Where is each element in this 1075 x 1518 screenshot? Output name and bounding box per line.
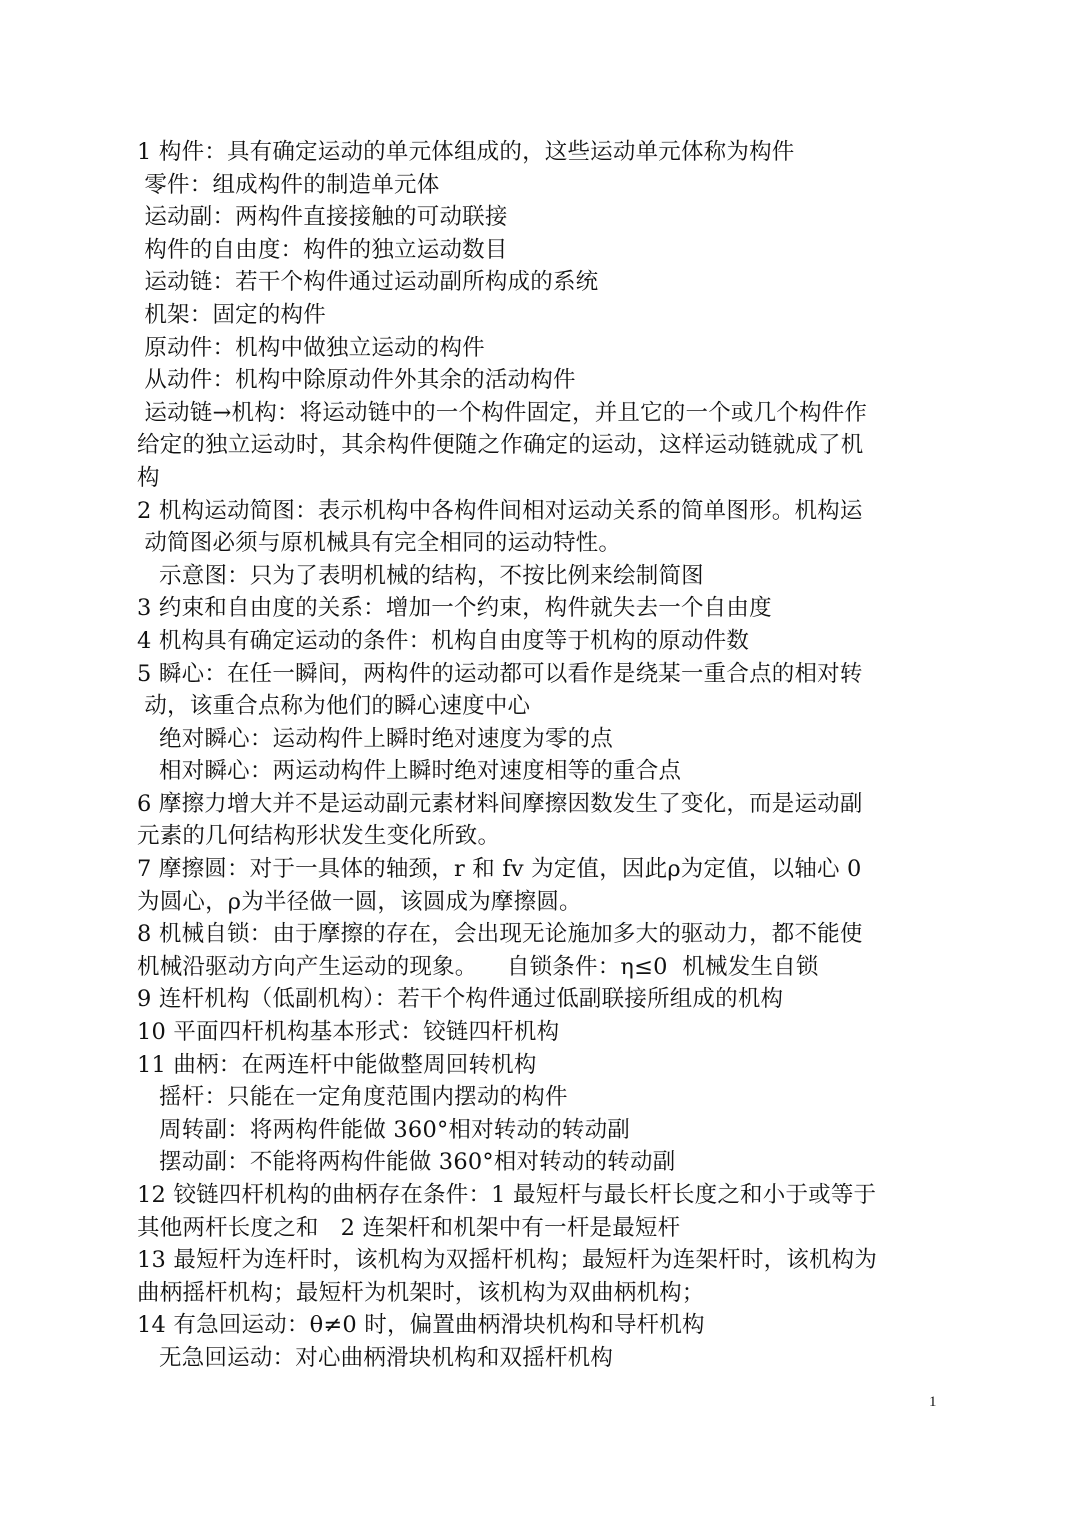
document-body — [137, 136, 947, 1375]
text-line: 10 平面四杆机构基本形式：铰链四杆机构 — [137, 1019, 560, 1046]
text-line: 构件的自由度：构件的独立运动数目 — [137, 236, 508, 263]
text-line: 零件：组成构件的制造单元体 — [137, 171, 440, 198]
text-line: 无急回运动：对心曲柄滑块机构和双摇杆机构 — [137, 1344, 614, 1371]
text-line: 5 瞬心：在任一瞬间，两构件的运动都可以看作是绕某一重合点的相对转 — [137, 660, 863, 687]
text-line: 曲柄摇杆机构；最短杆为机架时，该机构为双曲柄机构； — [137, 1279, 705, 1306]
text-line: 相对瞬心：两运动构件上瞬时绝对速度相等的重合点 — [137, 758, 682, 785]
text-line: 摇杆：只能在一定角度范围内摆动的构件 — [137, 1084, 568, 1111]
text-line: 8 机械自锁：由于摩擦的存在，会出现无论施加多大的驱动力，都不能使 — [137, 921, 863, 948]
text-line: 6 摩擦力增大并不是运动副元素材料间摩擦因数发生了变化，而是运动副 — [137, 790, 863, 817]
text-line: 运动链：若干个构件通过运动副所构成的系统 — [137, 269, 599, 296]
page-number: 1 — [929, 1394, 937, 1410]
text-line: 从动件：机构中除原动件外其余的活动构件 — [137, 367, 576, 394]
text-line: 周转副：将两构件能做 360°相对转动的转动副 — [137, 1116, 631, 1143]
text-line: 运动链→机构：将运动链中的一个构件固定，并且它的一个或几个构件作 — [137, 399, 868, 426]
text-line: 运动副：两构件直接接触的可动联接 — [137, 204, 508, 231]
text-line: 其他两杆长度之和 2 连架杆和机架中有一杆是最短杆 — [137, 1214, 681, 1241]
text-line: 元素的几何结构形状发生变化所致。 — [137, 823, 501, 850]
text-line: 动简图必须与原机械具有完全相同的运动特性。 — [137, 530, 622, 557]
text-line: 构 — [137, 464, 160, 491]
text-line: 机械沿驱动方向产生运动的现象。 自锁条件：η≤0 机械发生自锁 — [137, 953, 819, 980]
text-line: 2 机构运动简图：表示机构中各构件间相对运动关系的简单图形。机构运 — [137, 497, 863, 524]
text-line: 动，该重合点称为他们的瞬心速度中心 — [137, 693, 531, 720]
text-line: 为圆心，ρ为半径做一圆，该圆成为摩擦圆。 — [137, 888, 582, 915]
text-line: 1 构件：具有确定运动的单元体组成的，这些运动单元体称为构件 — [137, 139, 795, 165]
text-line: 给定的独立运动时，其余构件便随之作确定的运动，这样运动链就成了机 — [137, 432, 864, 459]
text-line: 9 连杆机构（低副机构）：若干个构件通过低副联接所组成的机构 — [137, 986, 784, 1013]
text-line: 4 机构具有确定运动的条件：机构自由度等于机构的原动件数 — [137, 627, 750, 654]
text-line: 7 摩擦圆：对于一具体的轴颈，r 和 fv 为定值，因此ρ为定值，以轴心 0 — [137, 856, 862, 883]
text-line: 摆动副：不能将两构件能做 360°相对转动的转动副 — [137, 1149, 676, 1176]
text-line: 示意图：只为了表明机械的结构，不按比例来绘制简图 — [137, 562, 704, 589]
text-line: 11 曲柄：在两连杆中能做整周回转机构 — [137, 1051, 537, 1078]
text-line: 绝对瞬心：运动构件上瞬时绝对速度为零的点 — [137, 725, 614, 752]
text-line: 机架：固定的构件 — [137, 301, 326, 328]
text-line: 14 有急回运动：θ≠0 时，偏置曲柄滑块机构和导杆机构 — [137, 1312, 705, 1339]
text-line: 原动件：机构中做独立运动的构件 — [137, 334, 485, 361]
text-line: 13 最短杆为连杆时，该机构为双摇杆机构；最短杆为连架杆时，该机构为 — [137, 1247, 878, 1274]
text-line: 12 铰链四杆机构的曲柄存在条件：1 最短杆与最长杆长度之和小于或等于 — [137, 1182, 877, 1208]
text-line: 3 约束和自由度的关系：增加一个约束，构件就失去一个自由度 — [137, 595, 772, 622]
